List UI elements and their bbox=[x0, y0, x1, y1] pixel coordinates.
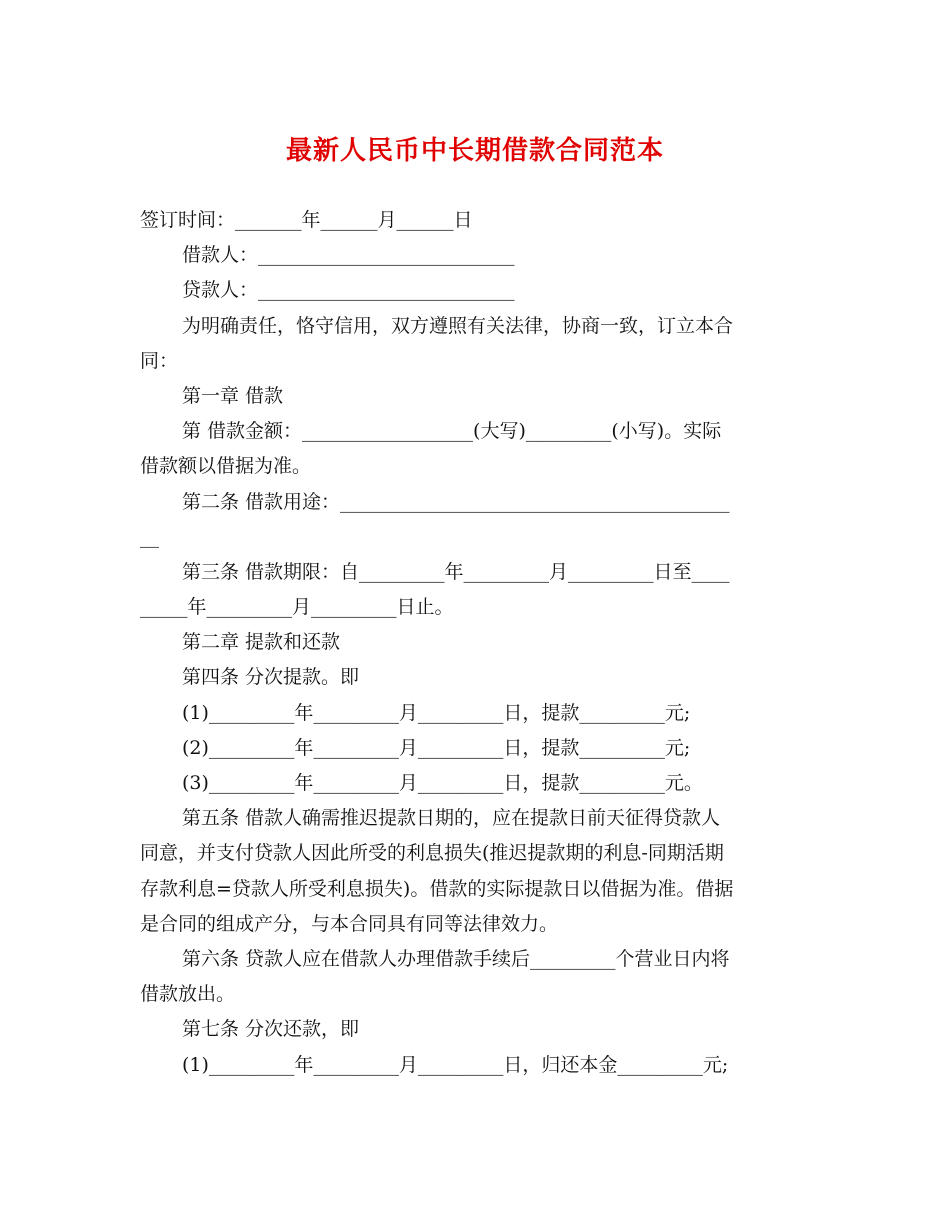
article-6-line-1: 第六条 贷款人应在借款人办理借款手续后_________个营业日内将 bbox=[182, 947, 730, 970]
drawdown-item-2: (2)_________年_________月_________日，提款_________元; bbox=[182, 736, 691, 759]
loan-amount-line-2: 借款额以借据为准。 bbox=[140, 455, 312, 478]
loan-term-line-2: _____年_________月_________日止。 bbox=[140, 596, 454, 619]
article-4-line: 第四条 分次提款。即 bbox=[182, 666, 360, 689]
loan-purpose-line-2: __ bbox=[140, 525, 159, 548]
article-6-line-2: 借款放出。 bbox=[140, 983, 236, 1006]
loan-amount-line-1: 第 借款金额：__________________(大写)_________(小写)。实际 bbox=[182, 420, 722, 443]
borrower-line: 借款人：___________________________ bbox=[182, 244, 515, 267]
drawdown-item-3: (3)_________年_________月_________日，提款_________元。 bbox=[182, 772, 703, 794]
article-5-line-3: 存款利息=贷款人所受利息损失)。借款的实际提款日以借据为准。借据 bbox=[140, 877, 734, 900]
article-7-line: 第七条 分次还款，即 bbox=[182, 1018, 360, 1041]
loan-term-line-1: 第三条 借款期限：自_________年_________月_________日至____ bbox=[182, 560, 730, 583]
document-body bbox=[140, 203, 812, 1083]
preamble-line-2: 同： bbox=[140, 349, 179, 372]
repayment-item-1: (1)_________年_________月_________日，归还本金_________元; bbox=[182, 1053, 729, 1076]
chapter-1-heading: 第一章 借款 bbox=[182, 384, 284, 407]
preamble-line-1: 为明确责任，恪守信用，双方遵照有关法律，协商一致，订立本合 bbox=[182, 314, 734, 337]
loan-purpose-line-1: 第二条 借款用途：_________________________________________ bbox=[182, 490, 730, 513]
article-5-line-2: 同意，并支付贷款人因此所受的利息损失(推迟提款期的利息-同期活期 bbox=[140, 842, 724, 865]
signing-date-line: 签订时间：_______年______月______日 bbox=[140, 209, 473, 231]
document-title: 最新人民币中长期借款合同范本 bbox=[285, 136, 664, 166]
article-5-line-1: 第五条 借款人确需推迟提款日期的，应在提款日前天征得贷款人 bbox=[182, 807, 721, 830]
article-5-line-4: 是合同的组成产分，与本合同具有同等法律效力。 bbox=[140, 912, 559, 935]
drawdown-item-1: (1)_________年_________月_________日，提款_________元; bbox=[182, 701, 691, 724]
lender-line: 贷款人：___________________________ bbox=[182, 279, 515, 302]
chapter-2-heading: 第二章 提款和还款 bbox=[182, 631, 341, 654]
